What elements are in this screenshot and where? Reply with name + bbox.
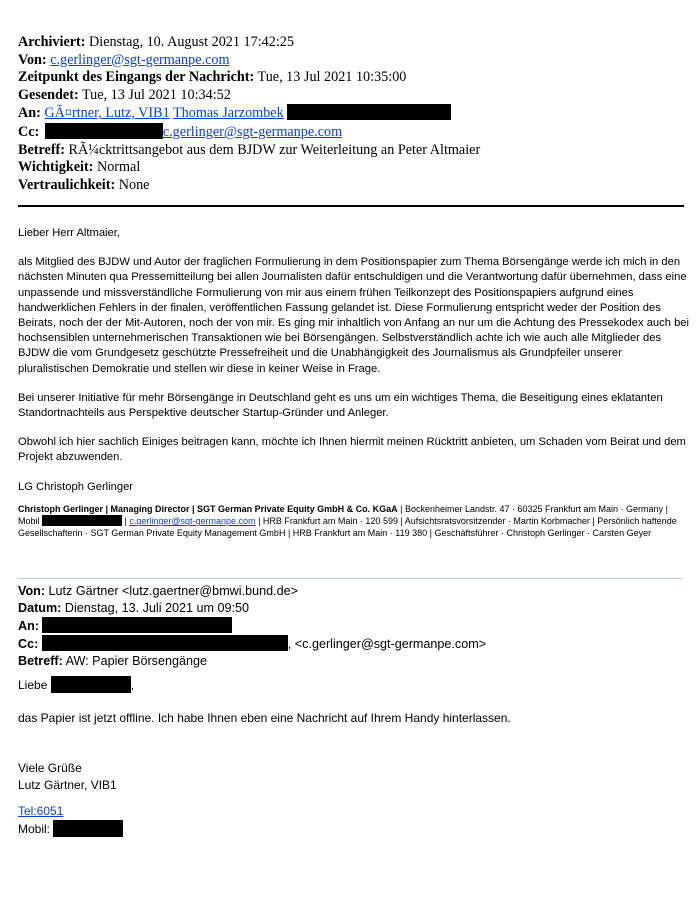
subject-value: RÃ¼cktrittsangebot aus dem BJDW zur Weiterleitung an Peter Altmaier	[68, 141, 481, 158]
from-label: Von:	[18, 51, 47, 68]
quoted-from-label: Von:	[18, 584, 46, 598]
paragraph: Bei unserer Initiative für mehr Börsengänge in Deutschland geht es uns um ein wichtiges Thema, die Beseitigung eines eklatanten Standortnachteils aus Perspektive deutscher Startup-Gründer und Anleger.	[18, 391, 663, 420]
quoted-date-row	[18, 600, 486, 617]
greeting-start: Liebe	[18, 678, 51, 692]
quoted-subject-row	[18, 653, 486, 670]
quoted-body-text: das Papier ist jetzt offline. Ich habe Ihnen eben eine Nachricht auf Ihrem Handy hinterlassen.	[18, 711, 511, 725]
received-label: Zeitpunkt des Eingangs der Nachricht:	[18, 69, 255, 86]
quoted-to-row	[18, 617, 486, 635]
quoted-message-divider	[18, 578, 682, 579]
greeting: Lieber Herr Altmaier,	[18, 227, 120, 239]
redaction-bar	[45, 123, 163, 139]
greeting-end: ,	[130, 678, 135, 692]
closing: LG Christoph Gerlinger	[18, 480, 134, 493]
importance-value: Normal	[96, 159, 141, 176]
signature-name-title: Christoph Gerlinger | Managing Director | SGT German Private Equity GmbH & Co. KGaA	[18, 504, 398, 514]
message-header	[18, 34, 480, 194]
to-row	[18, 104, 480, 123]
sender-name: Lutz Gärtner, VIB1	[18, 778, 117, 792]
to-recipient-link-1[interactable]: GÃ¤rtner, Lutz, VIB1	[44, 105, 170, 122]
confidentiality-label: Vertraulichkeit:	[18, 176, 116, 193]
quoted-cc-value: , <c.gerlinger@sgt-germanpe.com>	[287, 637, 487, 651]
to-label: An:	[18, 105, 41, 122]
phone-link[interactable]: Tel:6051	[18, 804, 64, 818]
email-signature	[18, 503, 690, 540]
quoted-date-value: Dienstag, 13. Juli 2021 um 09:50	[64, 601, 250, 615]
mobile-row	[18, 820, 678, 838]
redaction-bar	[53, 820, 123, 837]
sent-value: Tue, 13 Jul 2021 10:34:52	[81, 86, 231, 103]
quoted-from-row	[18, 583, 486, 600]
regards: Viele Grüße	[18, 761, 82, 775]
confidentiality-value: None	[118, 176, 150, 193]
from-email-link[interactable]: c.gerlinger@sgt-germanpe.com	[50, 51, 230, 68]
quoted-greeting	[18, 676, 678, 694]
confidentiality-row	[18, 177, 480, 195]
cc-row	[18, 123, 480, 142]
sent-label: Gesendet:	[18, 86, 79, 103]
paragraph: als Mitglied des BJDW und Autor der fraglichen Formulierung in dem Positionspapier zum Thema Börsengänge werde ich mich in den nächsten Minuten qua Pressemitteilung bei allen Journalisten dafür entschuldigen und die Verantwortung dafür übernehmen, dass eine unpassende und missverständliche Formulierung von mir aus einem frühen Teilkonzept des Positionspapiers aufgrund eines handwerklichen Fehlers in der finalen, veröffentlichen Fassung gelandet ist. Diese Formulierung entspricht weder der Position des Beirats, noch der der Mit-Autoren, noch der von mir. Es ging mir inhaltlich von Anfang an nur um die Achtung des Pressekodex auch bei hochsensiblen unternehmerischen Transaktionen wie bei Börsengängen. Selbstverständlich achte ich wie auch alle Mitglieder des BJDW die vom Grundgesetz geschützte Pressefreiheit und die Unabhängigkeit des Journalismus als Grundpfeiler unserer pluralistischen Demokratie und stellen wir diese in keiner Weise in Frage.	[18, 256, 689, 375]
mobile-label: Mobil:	[18, 822, 51, 836]
sent-row	[18, 87, 480, 105]
received-value: Tue, 13 Jul 2021 10:35:00	[257, 69, 407, 86]
quoted-date-label: Datum:	[18, 601, 62, 615]
received-row	[18, 69, 480, 87]
quoted-subject-label: Betreff:	[18, 654, 63, 668]
quoted-to-label: An:	[18, 619, 39, 633]
paragraph: Obwohl ich hier sachlich Einiges beitragen kann, möchte ich Ihnen hiermit meinen Rücktritt anbieten, um Schaden vom Beirat und dem Projekt abzuwenden.	[18, 436, 686, 464]
subject-row	[18, 142, 480, 160]
archived-label: Archiviert:	[18, 34, 86, 50]
from-row	[18, 52, 480, 70]
quoted-subject-value: AW: Papier Börsengänge	[65, 654, 208, 668]
redaction-bar	[51, 676, 131, 693]
redaction-bar	[42, 515, 122, 526]
redaction-bar	[42, 617, 232, 633]
cc-email-link[interactable]: c.gerlinger@sgt-germanpe.com	[162, 123, 343, 140]
message-body	[18, 226, 690, 509]
header-divider	[18, 205, 684, 207]
redaction-bar	[287, 104, 451, 120]
signature-address: | Bockenheimer Landstr. 47 · 60325 Frankfurt am Main · Germany | Mobil	[18, 504, 668, 527]
subject-label: Betreff:	[18, 141, 65, 158]
archived-value: Dienstag, 10. August 2021 17:42:25	[89, 34, 294, 50]
quoted-cc-label: Cc:	[18, 637, 39, 651]
cc-label: Cc:	[18, 123, 40, 140]
signature-registry: | HRB Frankfurt am Main · 120 599 | Aufsichtsratsvorsitzender · Martin Korbmacher | Persönlich haftende Gesellschafterin · SGT German Private Equity Management GmbH | HRB Frankfurt am Main · 119 380 | Geschäftsführer · Christoph Gerlinger · Carsten Geyer	[18, 516, 677, 539]
importance-label: Wichtigkeit:	[18, 159, 94, 176]
quoted-cc-row	[18, 635, 486, 653]
to-recipient-link-2[interactable]: Thomas Jarzombek	[172, 105, 284, 122]
signature-email-link[interactable]: c.gerlinger@sgt-germanpe.com	[129, 516, 256, 527]
redaction-bar	[42, 635, 288, 651]
signature-separator: |	[122, 516, 130, 527]
quoted-from-value: Lutz Gärtner <lutz.gaertner@bmwi.bund.de>	[48, 584, 298, 598]
quoted-message-body	[18, 676, 678, 838]
archived-row	[18, 34, 480, 52]
importance-row	[18, 159, 480, 177]
quoted-message-header	[18, 583, 486, 670]
